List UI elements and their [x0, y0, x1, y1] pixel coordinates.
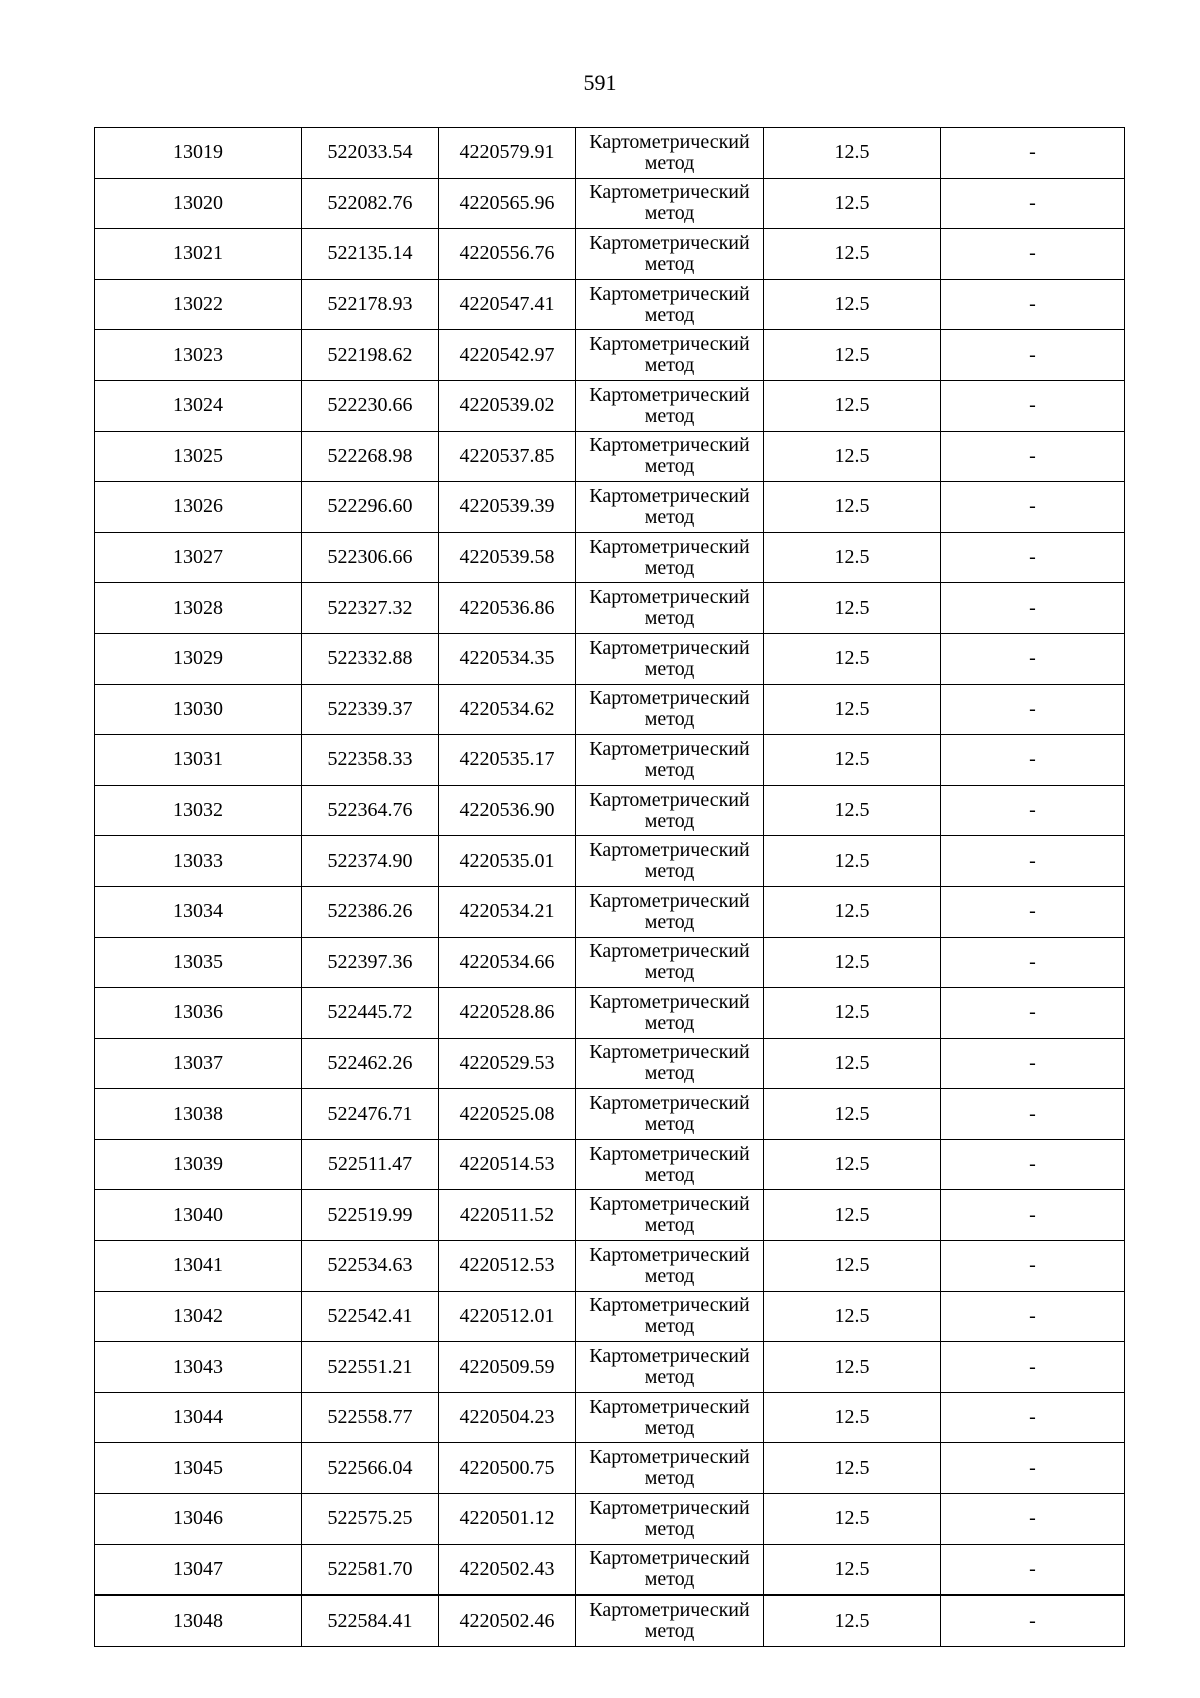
method-cell: Картометрический метод	[576, 1190, 764, 1241]
y-coordinate-cell: 4220502.46	[439, 1595, 576, 1646]
table-row	[95, 1392, 1125, 1443]
table-row	[95, 431, 1125, 482]
note-cell: -	[941, 178, 1125, 229]
note-cell: -	[941, 836, 1125, 887]
y-coordinate-cell: 4220547.41	[439, 279, 576, 330]
accuracy-cell: 12.5	[764, 684, 941, 735]
method-cell: Картометрический метод	[576, 886, 764, 937]
table-row	[95, 279, 1125, 330]
accuracy-cell: 12.5	[764, 988, 941, 1039]
table-row	[95, 1291, 1125, 1342]
note-cell: -	[941, 1241, 1125, 1292]
note-cell: -	[941, 988, 1125, 1039]
method-cell: Картометрический метод	[576, 330, 764, 381]
x-coordinate-cell: 522566.04	[302, 1443, 439, 1494]
accuracy-cell: 12.5	[764, 1241, 941, 1292]
method-cell: Картометрический метод	[576, 836, 764, 887]
x-coordinate-cell: 522306.66	[302, 532, 439, 583]
point-id-cell: 13027	[95, 532, 302, 583]
table-row	[95, 1089, 1125, 1140]
table-row	[95, 532, 1125, 583]
x-coordinate-cell: 522358.33	[302, 735, 439, 786]
accuracy-cell: 12.5	[764, 937, 941, 988]
x-coordinate-cell: 522332.88	[302, 633, 439, 684]
point-id-cell: 13042	[95, 1291, 302, 1342]
method-cell: Картометрический метод	[576, 1443, 764, 1494]
point-id-cell: 13021	[95, 229, 302, 280]
point-id-cell: 13025	[95, 431, 302, 482]
y-coordinate-cell: 4220500.75	[439, 1443, 576, 1494]
table-row	[95, 684, 1125, 735]
note-cell: -	[941, 684, 1125, 735]
accuracy-cell: 12.5	[764, 330, 941, 381]
note-cell: -	[941, 279, 1125, 330]
y-coordinate-cell: 4220501.12	[439, 1494, 576, 1545]
accuracy-cell: 12.5	[764, 279, 941, 330]
method-cell: Картометрический метод	[576, 482, 764, 533]
accuracy-cell: 12.5	[764, 1089, 941, 1140]
note-cell: -	[941, 1291, 1125, 1342]
point-id-cell: 13041	[95, 1241, 302, 1292]
point-id-cell: 13047	[95, 1544, 302, 1595]
accuracy-cell: 12.5	[764, 1139, 941, 1190]
point-id-cell: 13044	[95, 1392, 302, 1443]
table-row	[95, 836, 1125, 887]
method-cell: Картометрический метод	[576, 1595, 764, 1646]
method-cell: Картометрический метод	[576, 229, 764, 280]
y-coordinate-cell: 4220539.02	[439, 380, 576, 431]
y-coordinate-cell: 4220579.91	[439, 128, 576, 179]
method-cell: Картометрический метод	[576, 380, 764, 431]
y-coordinate-cell: 4220525.08	[439, 1089, 576, 1140]
y-coordinate-cell: 4220534.66	[439, 937, 576, 988]
x-coordinate-cell: 522327.32	[302, 583, 439, 634]
x-coordinate-cell: 522581.70	[302, 1544, 439, 1595]
point-id-cell: 13035	[95, 937, 302, 988]
accuracy-cell: 12.5	[764, 431, 941, 482]
method-cell: Картометрический метод	[576, 279, 764, 330]
y-coordinate-cell: 4220512.01	[439, 1291, 576, 1342]
table-row	[95, 482, 1125, 533]
note-cell: -	[941, 785, 1125, 836]
note-cell: -	[941, 1139, 1125, 1190]
accuracy-cell: 12.5	[764, 128, 941, 179]
accuracy-cell: 12.5	[764, 1190, 941, 1241]
table-row	[95, 886, 1125, 937]
x-coordinate-cell: 522584.41	[302, 1595, 439, 1646]
accuracy-cell: 12.5	[764, 735, 941, 786]
table-row	[95, 633, 1125, 684]
x-coordinate-cell: 522178.93	[302, 279, 439, 330]
y-coordinate-cell: 4220512.53	[439, 1241, 576, 1292]
accuracy-cell: 12.5	[764, 482, 941, 533]
y-coordinate-cell: 4220528.86	[439, 988, 576, 1039]
point-id-cell: 13031	[95, 735, 302, 786]
point-id-cell: 13022	[95, 279, 302, 330]
table-row	[95, 229, 1125, 280]
table-row	[95, 1038, 1125, 1089]
note-cell: -	[941, 1544, 1125, 1595]
table-row	[95, 1595, 1125, 1646]
accuracy-cell: 12.5	[764, 532, 941, 583]
method-cell: Картометрический метод	[576, 1241, 764, 1292]
table-row	[95, 1544, 1125, 1595]
method-cell: Картометрический метод	[576, 1494, 764, 1545]
note-cell: -	[941, 1038, 1125, 1089]
method-cell: Картометрический метод	[576, 1392, 764, 1443]
table-row	[95, 1241, 1125, 1292]
point-id-cell: 13036	[95, 988, 302, 1039]
y-coordinate-cell: 4220534.21	[439, 886, 576, 937]
accuracy-cell: 12.5	[764, 785, 941, 836]
y-coordinate-cell: 4220536.86	[439, 583, 576, 634]
accuracy-cell: 12.5	[764, 1291, 941, 1342]
y-coordinate-cell: 4220556.76	[439, 229, 576, 280]
y-coordinate-cell: 4220535.01	[439, 836, 576, 887]
table-row	[95, 785, 1125, 836]
point-id-cell: 13039	[95, 1139, 302, 1190]
x-coordinate-cell: 522364.76	[302, 785, 439, 836]
y-coordinate-cell: 4220535.17	[439, 735, 576, 786]
x-coordinate-cell: 522033.54	[302, 128, 439, 179]
note-cell: -	[941, 735, 1125, 786]
y-coordinate-cell: 4220534.35	[439, 633, 576, 684]
page-number: 591	[583, 70, 617, 95]
point-id-cell: 13024	[95, 380, 302, 431]
x-coordinate-cell: 522198.62	[302, 330, 439, 381]
y-coordinate-cell: 4220514.53	[439, 1139, 576, 1190]
table-row	[95, 988, 1125, 1039]
accuracy-cell: 12.5	[764, 1392, 941, 1443]
accuracy-cell: 12.5	[764, 1342, 941, 1393]
table-row	[95, 1139, 1125, 1190]
point-id-cell: 13026	[95, 482, 302, 533]
note-cell: -	[941, 380, 1125, 431]
y-coordinate-cell: 4220504.23	[439, 1392, 576, 1443]
x-coordinate-cell: 522268.98	[302, 431, 439, 482]
x-coordinate-cell: 522542.41	[302, 1291, 439, 1342]
accuracy-cell: 12.5	[764, 1494, 941, 1545]
x-coordinate-cell: 522445.72	[302, 988, 439, 1039]
point-id-cell: 13038	[95, 1089, 302, 1140]
method-cell: Картометрический метод	[576, 178, 764, 229]
table-row	[95, 1342, 1125, 1393]
note-cell: -	[941, 1190, 1125, 1241]
accuracy-cell: 12.5	[764, 380, 941, 431]
y-coordinate-cell: 4220539.39	[439, 482, 576, 533]
method-cell: Картометрический метод	[576, 937, 764, 988]
method-cell: Картометрический метод	[576, 1342, 764, 1393]
note-cell: -	[941, 431, 1125, 482]
y-coordinate-cell: 4220511.52	[439, 1190, 576, 1241]
x-coordinate-cell: 522534.63	[302, 1241, 439, 1292]
point-id-cell: 13028	[95, 583, 302, 634]
table-row	[95, 1190, 1125, 1241]
point-id-cell: 13020	[95, 178, 302, 229]
point-id-cell: 13040	[95, 1190, 302, 1241]
coordinates-table	[94, 127, 1125, 1647]
y-coordinate-cell: 4220502.43	[439, 1544, 576, 1595]
x-coordinate-cell: 522386.26	[302, 886, 439, 937]
note-cell: -	[941, 1392, 1125, 1443]
point-id-cell: 13030	[95, 684, 302, 735]
table-row	[95, 583, 1125, 634]
x-coordinate-cell: 522519.99	[302, 1190, 439, 1241]
method-cell: Картометрический метод	[576, 633, 764, 684]
point-id-cell: 13046	[95, 1494, 302, 1545]
method-cell: Картометрический метод	[576, 1291, 764, 1342]
table-row	[95, 1494, 1125, 1545]
note-cell: -	[941, 1494, 1125, 1545]
accuracy-cell: 12.5	[764, 178, 941, 229]
note-cell: -	[941, 633, 1125, 684]
method-cell: Картометрический метод	[576, 1089, 764, 1140]
table-row	[95, 1443, 1125, 1494]
point-id-cell: 13037	[95, 1038, 302, 1089]
note-cell: -	[941, 583, 1125, 634]
x-coordinate-cell: 522476.71	[302, 1089, 439, 1140]
method-cell: Картометрический метод	[576, 431, 764, 482]
y-coordinate-cell: 4220529.53	[439, 1038, 576, 1089]
accuracy-cell: 12.5	[764, 633, 941, 684]
y-coordinate-cell: 4220534.62	[439, 684, 576, 735]
point-id-cell: 13034	[95, 886, 302, 937]
accuracy-cell: 12.5	[764, 836, 941, 887]
point-id-cell: 13033	[95, 836, 302, 887]
x-coordinate-cell: 522511.47	[302, 1139, 439, 1190]
point-id-cell: 13032	[95, 785, 302, 836]
point-id-cell: 13043	[95, 1342, 302, 1393]
point-id-cell: 13048	[95, 1595, 302, 1646]
table-row	[95, 380, 1125, 431]
note-cell: -	[941, 1089, 1125, 1140]
x-coordinate-cell: 522374.90	[302, 836, 439, 887]
accuracy-cell: 12.5	[764, 1038, 941, 1089]
method-cell: Картометрический метод	[576, 785, 764, 836]
x-coordinate-cell: 522082.76	[302, 178, 439, 229]
table-row	[95, 937, 1125, 988]
x-coordinate-cell: 522135.14	[302, 229, 439, 280]
accuracy-cell: 12.5	[764, 1443, 941, 1494]
method-cell: Картометрический метод	[576, 532, 764, 583]
y-coordinate-cell: 4220565.96	[439, 178, 576, 229]
x-coordinate-cell: 522397.36	[302, 937, 439, 988]
note-cell: -	[941, 532, 1125, 583]
table-row	[95, 330, 1125, 381]
note-cell: -	[941, 937, 1125, 988]
y-coordinate-cell: 4220542.97	[439, 330, 576, 381]
point-id-cell: 13029	[95, 633, 302, 684]
note-cell: -	[941, 330, 1125, 381]
x-coordinate-cell: 522558.77	[302, 1392, 439, 1443]
method-cell: Картометрический метод	[576, 583, 764, 634]
note-cell: -	[941, 128, 1125, 179]
x-coordinate-cell: 522296.60	[302, 482, 439, 533]
accuracy-cell: 12.5	[764, 1595, 941, 1646]
x-coordinate-cell: 522339.37	[302, 684, 439, 735]
accuracy-cell: 12.5	[764, 1544, 941, 1595]
method-cell: Картометрический метод	[576, 1544, 764, 1595]
note-cell: -	[941, 886, 1125, 937]
table-body	[95, 128, 1125, 1647]
method-cell: Картометрический метод	[576, 735, 764, 786]
note-cell: -	[941, 482, 1125, 533]
y-coordinate-cell: 4220536.90	[439, 785, 576, 836]
point-id-cell: 13045	[95, 1443, 302, 1494]
table-row	[95, 178, 1125, 229]
note-cell: -	[941, 1595, 1125, 1646]
method-cell: Картометрический метод	[576, 684, 764, 735]
note-cell: -	[941, 1342, 1125, 1393]
point-id-cell: 13019	[95, 128, 302, 179]
method-cell: Картометрический метод	[576, 1038, 764, 1089]
y-coordinate-cell: 4220509.59	[439, 1342, 576, 1393]
y-coordinate-cell: 4220539.58	[439, 532, 576, 583]
accuracy-cell: 12.5	[764, 583, 941, 634]
y-coordinate-cell: 4220537.85	[439, 431, 576, 482]
note-cell: -	[941, 1443, 1125, 1494]
x-coordinate-cell: 522230.66	[302, 380, 439, 431]
x-coordinate-cell: 522575.25	[302, 1494, 439, 1545]
method-cell: Картометрический метод	[576, 128, 764, 179]
method-cell: Картометрический метод	[576, 988, 764, 1039]
table-row	[95, 735, 1125, 786]
table-row	[95, 128, 1125, 179]
x-coordinate-cell: 522551.21	[302, 1342, 439, 1393]
point-id-cell: 13023	[95, 330, 302, 381]
method-cell: Картометрический метод	[576, 1139, 764, 1190]
accuracy-cell: 12.5	[764, 229, 941, 280]
accuracy-cell: 12.5	[764, 886, 941, 937]
x-coordinate-cell: 522462.26	[302, 1038, 439, 1089]
note-cell: -	[941, 229, 1125, 280]
